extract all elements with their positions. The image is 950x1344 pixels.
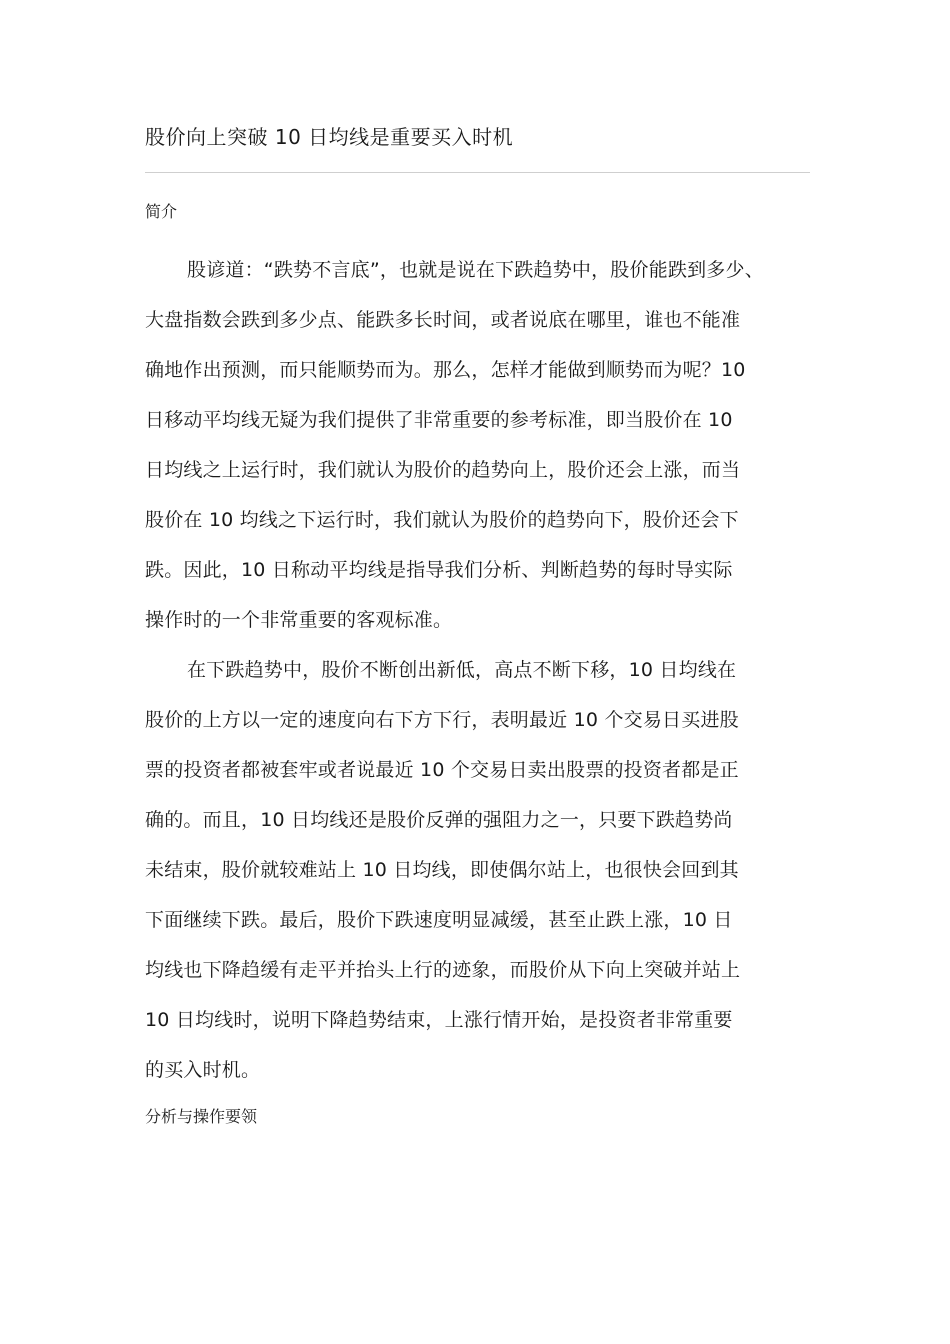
paragraph-line: 的买入时机。 <box>145 1059 261 1081</box>
document-title: 股价向上突破 10 日均线是重要买入时机 <box>145 125 514 149</box>
paragraph-line: 操作时的一个非常重要的客观标准。 <box>145 609 453 631</box>
paragraph-line: 股谚道：“跌势不言底”，也就是说在下跌趋势中，股价能跌到多少、 <box>187 259 764 281</box>
paragraph-line: 大盘指数会跌到多少点、能跌多长时间，或者说底在哪里，谁也不能准 <box>145 309 741 331</box>
paragraph-line: 下面继续下跌。最后，股价下跌速度明显减缓，甚至止跌上涨，10 日 <box>145 909 733 931</box>
paragraph-line: 在下跌趋势中，股价不断创出新低，高点不断下移，10 日均线在 <box>187 659 737 681</box>
paragraph-line: 股价在 10 均线之下运行时，我们就认为股价的趋势向下，股价还会下 <box>145 509 739 531</box>
paragraph-line: 日移动平均线无疑为我们提供了非常重要的参考标准，即当股价在 10 <box>145 409 733 431</box>
paragraph-line: 10 日均线时，说明下降趋势结束，上涨行情开始，是投资者非常重要 <box>145 1009 733 1031</box>
paragraph-1 <box>145 245 810 645</box>
paragraph-line: 均线也下降趋缓有走平并抬头上行的迹象，而股价从下向上突破并站上 <box>145 959 741 981</box>
paragraph-line: 未结束，股价就较难站上 10 日均线，即使偶尔站上，也很快会回到其 <box>145 859 739 881</box>
section-heading-analysis: 分析与操作要领 <box>145 1107 258 1126</box>
paragraph-line: 票的投资者都被套牢或者说最近 10 个交易日卖出股票的投资者都是正 <box>145 759 739 781</box>
paragraph-line: 跌。因此，10 日称动平均线是指导我们分析、判断趋势的每时导实际 <box>145 559 733 581</box>
paragraph-line: 确的。而且，10 日均线还是股价反弹的强阻力之一，只要下跌趋势尚 <box>145 809 733 831</box>
paragraph-line: 确地作出预测，而只能顺势而为。那么，怎样才能做到顺势而为呢？10 <box>145 359 746 381</box>
paragraph-line: 股价的上方以一定的速度向右下方下行，表明最近 10 个交易日买进股 <box>145 709 739 731</box>
title-divider <box>145 172 810 173</box>
paragraph-2 <box>145 645 810 1095</box>
section-heading-intro: 简介 <box>145 202 178 221</box>
paragraph-line: 日均线之上运行时，我们就认为股价的趋势向上，股价还会上涨，而当 <box>145 459 741 481</box>
